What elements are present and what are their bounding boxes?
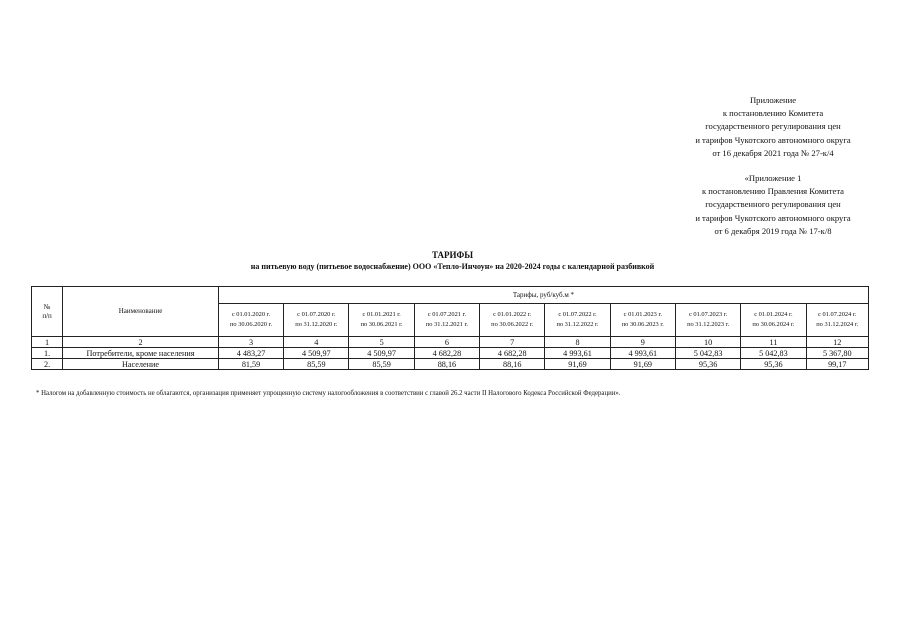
- period-from: с 01.01.2023 г.: [623, 311, 662, 318]
- row-name: Потребители, кроме населения: [63, 348, 219, 359]
- tariff-value: 5 042,83: [741, 348, 806, 359]
- tariff-value: 85,59: [284, 359, 349, 370]
- column-index-cell: 3: [218, 337, 283, 348]
- tariff-value: 4 509,97: [284, 348, 349, 359]
- column-index-row: [32, 337, 869, 348]
- column-header-number: [32, 287, 63, 337]
- column-header-period: [806, 304, 868, 337]
- tariff-value: 4 993,61: [545, 348, 610, 359]
- row-number: 1.: [32, 348, 63, 359]
- period-to: по 31.12.2024 г.: [816, 321, 859, 328]
- column-header-period: [480, 304, 545, 337]
- column-index-cell: 10: [675, 337, 740, 348]
- appendix-line: и тарифов Чукотского автономного округа: [695, 134, 851, 145]
- row-number: 2.: [32, 359, 63, 370]
- column-index-cell: 12: [806, 337, 868, 348]
- footnote: * Налогом на добавленную стоимость не облагаются, организация применяет упрощенную систему налогообложения в соответствии с главой 26.2 части II Налогового Кодекса Российской Федерации».: [36, 390, 621, 397]
- column-index-cell: 7: [480, 337, 545, 348]
- period-to: по 30.06.2023 г.: [621, 321, 664, 328]
- tariff-value: 88,16: [414, 359, 479, 370]
- appendix-line: от 16 декабря 2021 года № 27-к/4: [712, 147, 834, 158]
- column-header-period: [218, 304, 283, 337]
- tariff-value: 91,69: [610, 359, 675, 370]
- period-from: с 01.07.2023 г.: [688, 311, 728, 318]
- period-from: с 01.01.2020 г.: [231, 311, 271, 318]
- period-from: с 01.07.2021 г.: [427, 311, 467, 318]
- tariff-value: 81,59: [218, 359, 283, 370]
- tariff-value: 88,16: [480, 359, 545, 370]
- period-to: по 31.12.2020 г.: [295, 321, 338, 328]
- period-from: с 01.07.2024 г.: [818, 311, 857, 318]
- tariff-value: 4 682,28: [414, 348, 479, 359]
- column-index-cell: 1: [32, 337, 63, 348]
- period-to: по 31.12.2023 г.: [687, 321, 730, 328]
- period-to: по 30.06.2022 г.: [491, 321, 534, 328]
- period-to: по 31.12.2021 г.: [425, 321, 468, 328]
- column-index-cell: 2: [63, 337, 219, 348]
- tariff-value: 4 483,27: [218, 348, 283, 359]
- column-header-period: [284, 304, 349, 337]
- table-row: [32, 359, 869, 370]
- period-from: с 01.07.2020 г.: [297, 311, 336, 318]
- appendix-line: государственного регулирования цен: [705, 121, 841, 132]
- tariff-value: 5 367,80: [806, 348, 868, 359]
- tariff-value: 4 682,28: [480, 348, 545, 359]
- appendix-line: Приложение: [749, 95, 797, 105]
- tariff-value: 85,59: [349, 359, 414, 370]
- tariff-value: 99,17: [806, 359, 868, 370]
- period-to: по 31.12.2022 г.: [556, 321, 599, 328]
- appendix-line: к постановлению Правления Комитета: [701, 186, 844, 197]
- column-header-number-text: № п/п: [42, 302, 52, 320]
- appendix-line: «Приложение 1: [744, 173, 802, 184]
- column-header-period: [545, 304, 610, 337]
- tariff-value: 95,36: [741, 359, 806, 370]
- column-index-cell: 4: [284, 337, 349, 348]
- tariff-value: 4 509,97: [349, 348, 414, 359]
- tariff-value: 95,36: [675, 359, 740, 370]
- column-index-cell: 8: [545, 337, 610, 348]
- column-index-cell: 9: [610, 337, 675, 348]
- tariff-value: 5 042,83: [675, 348, 740, 359]
- column-header-period: [741, 304, 806, 337]
- period-from: с 01.01.2024 г.: [754, 311, 793, 318]
- period-to: по 30.06.2024 г.: [752, 321, 795, 328]
- tariff-table: [31, 286, 869, 370]
- period-to: по 30.06.2020 г.: [229, 321, 273, 328]
- column-header-period: [349, 304, 414, 337]
- title-subtitle: на питьевую воду (питьевое водоснабжение) ООО «Тепло-Инчоун» на 2020-2024 годы с календарной разбивкой: [250, 262, 655, 271]
- column-header-name: Наименование: [63, 287, 219, 337]
- column-index-cell: 11: [741, 337, 806, 348]
- period-from: с 01.01.2021 г.: [362, 311, 401, 318]
- document-title: [0, 249, 905, 273]
- column-header-period: [675, 304, 740, 337]
- column-index-cell: 5: [349, 337, 414, 348]
- period-from: с 01.07.2022 г.: [558, 311, 597, 318]
- appendix-line: и тарифов Чукотского автономного округа: [695, 212, 851, 223]
- column-header-tariffs: Тарифы, руб/куб.м *: [218, 287, 868, 304]
- appendix-line: от 6 декабря 2019 года № 17-к/8: [714, 225, 832, 236]
- column-header-period: [610, 304, 675, 337]
- tariff-value: 91,69: [545, 359, 610, 370]
- appendix-line: к постановлению Комитета: [722, 108, 824, 119]
- period-from: с 01.01.2022 г.: [493, 311, 532, 318]
- column-header-period: [414, 304, 479, 337]
- row-name: Население: [63, 359, 219, 370]
- appendix-line: государственного регулирования цен: [705, 199, 841, 210]
- period-to: по 30.06.2021 г.: [360, 321, 403, 328]
- appendix-block: [640, 94, 905, 238]
- table-row: [32, 348, 869, 359]
- title-main: ТАРИФЫ: [431, 250, 474, 260]
- column-index-cell: 6: [414, 337, 479, 348]
- tariff-value: 4 993,61: [610, 348, 675, 359]
